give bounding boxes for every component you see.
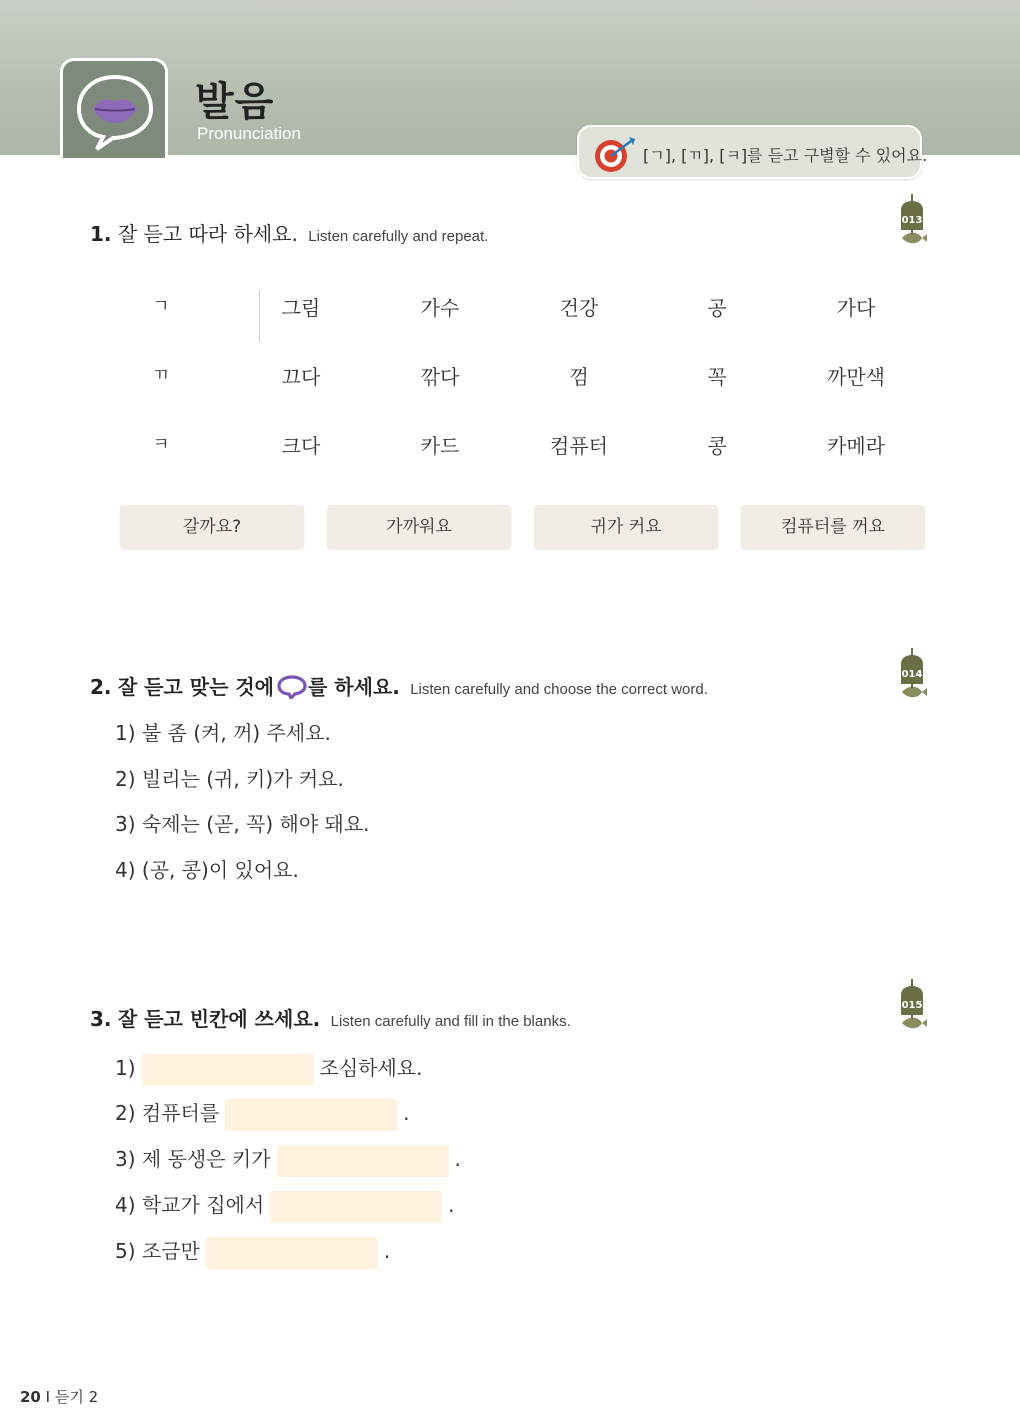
answer-blank-1[interactable] bbox=[142, 1054, 314, 1086]
speech-bubble-mark-icon bbox=[277, 675, 307, 699]
item-1-prefix: 1) bbox=[115, 1056, 136, 1080]
consonant-label: ㄲ bbox=[152, 365, 170, 386]
audio-track-013-icon[interactable] bbox=[896, 194, 928, 252]
section-2-title-ko-a: 잘 듣고 맞는 것에 bbox=[117, 675, 275, 699]
practice-word: 끄다 bbox=[281, 365, 321, 389]
page-footer bbox=[20, 1386, 98, 1407]
item-1-suffix: 조심하세요. bbox=[319, 1056, 423, 1080]
practice-word: 컴퓨터 bbox=[550, 434, 608, 458]
practice-word: 그림 bbox=[281, 296, 321, 320]
section-1-number: 1. bbox=[90, 222, 112, 246]
phrase-pill-3: 귀가 커요 bbox=[534, 505, 718, 549]
section-2-title-ko-b: 를 하세요. bbox=[308, 675, 400, 699]
section-3-title-en: Listen carefully and fill in the blanks. bbox=[330, 1013, 571, 1030]
section-2-item-3: 3) 숙제는 (곧, 꼭) 해야 돼요. bbox=[115, 812, 370, 836]
audio-track-015-icon[interactable] bbox=[896, 979, 928, 1037]
item-3-prefix: 3) 제 동생은 키가 bbox=[115, 1147, 271, 1171]
page-number: 20 bbox=[20, 1388, 41, 1406]
section-2-number: 2. bbox=[90, 675, 112, 699]
target-dart-icon bbox=[593, 135, 637, 173]
section-1-title-en: Listen carefully and repeat. bbox=[308, 228, 489, 245]
section-3-item-2 bbox=[115, 1097, 410, 1131]
pronunciation-icon-box bbox=[60, 58, 168, 158]
item-4-prefix: 4) 학교가 집에서 bbox=[115, 1193, 265, 1217]
answer-blank-3[interactable] bbox=[277, 1145, 449, 1177]
track-015-number: 015 bbox=[901, 1000, 923, 1011]
practice-word: 카메라 bbox=[827, 434, 885, 458]
section-1-title-ko: 잘 듣고 따라 하세요. bbox=[117, 222, 298, 246]
track-014-number: 014 bbox=[901, 669, 923, 680]
learning-goal-box bbox=[577, 125, 928, 179]
practice-word: 꼭 bbox=[707, 365, 727, 389]
section-1-title bbox=[90, 218, 488, 247]
section-3-item-5 bbox=[115, 1235, 390, 1269]
consonant-label: ㅋ bbox=[152, 434, 170, 455]
item-2-prefix: 2) 컴퓨터를 bbox=[115, 1101, 220, 1125]
practice-word: 가수 bbox=[420, 296, 460, 320]
item-5-prefix: 5) 조금만 bbox=[115, 1239, 200, 1263]
practice-word: 까만색 bbox=[827, 365, 885, 389]
answer-blank-2[interactable] bbox=[225, 1099, 397, 1131]
item-5-suffix: . bbox=[383, 1239, 391, 1263]
section-3-title bbox=[90, 1003, 571, 1032]
practice-word: 가다 bbox=[836, 296, 876, 320]
item-4-suffix: . bbox=[448, 1193, 455, 1217]
page-title: 발음 bbox=[195, 79, 275, 125]
section-3-title-ko: 잘 듣고 빈칸에 쓰세요. bbox=[117, 1007, 321, 1031]
section-3-item-4 bbox=[115, 1189, 455, 1223]
audio-track-014-icon[interactable] bbox=[896, 648, 928, 706]
item-2-suffix: . bbox=[403, 1101, 410, 1125]
practice-word: 깎다 bbox=[420, 365, 460, 389]
learning-goal-text: [ㄱ], [ㄲ], [ㅋ]를 듣고 구별할 수 있어요. bbox=[643, 146, 928, 165]
practice-word: 껌 bbox=[569, 365, 589, 389]
practice-word: 공 bbox=[707, 296, 727, 320]
practice-word: 크다 bbox=[281, 434, 321, 458]
section-2-title bbox=[90, 671, 708, 700]
section-2-item-4: 4) (공, 콩)이 있어요. bbox=[115, 858, 299, 882]
section-3-item-1 bbox=[115, 1052, 423, 1086]
track-013-number: 013 bbox=[901, 215, 923, 226]
section-3-number: 3. bbox=[90, 1007, 112, 1031]
section-3-item-3 bbox=[115, 1143, 461, 1177]
practice-word: 콩 bbox=[707, 434, 727, 458]
practice-word: 건강 bbox=[559, 296, 599, 320]
page-subtitle: Pronunciation bbox=[197, 124, 301, 143]
phrase-pill-1: 갈까요? bbox=[120, 505, 304, 549]
answer-blank-4[interactable] bbox=[270, 1191, 442, 1223]
section-2-item-2: 2) 빌리는 (귀, 키)가 커요. bbox=[115, 767, 344, 791]
practice-word: 카드 bbox=[420, 434, 460, 458]
answer-blank-5[interactable] bbox=[206, 1237, 378, 1269]
speech-bubble-lips-icon bbox=[73, 71, 157, 151]
footer-separator: I bbox=[45, 1388, 51, 1406]
section-2-title-en: Listen carefully and choose the correct word. bbox=[410, 681, 708, 698]
section-2-item-1: 1) 불 좀 (켜, 꺼) 주세요. bbox=[115, 721, 331, 745]
consonant-label: ㄱ bbox=[152, 296, 170, 317]
phrase-pill-2: 가까워요 bbox=[327, 505, 511, 549]
book-name: 듣기 2 bbox=[54, 1388, 99, 1406]
phrase-pill-4: 컴퓨터를 꺼요 bbox=[741, 505, 925, 549]
item-3-suffix: . bbox=[454, 1147, 461, 1171]
